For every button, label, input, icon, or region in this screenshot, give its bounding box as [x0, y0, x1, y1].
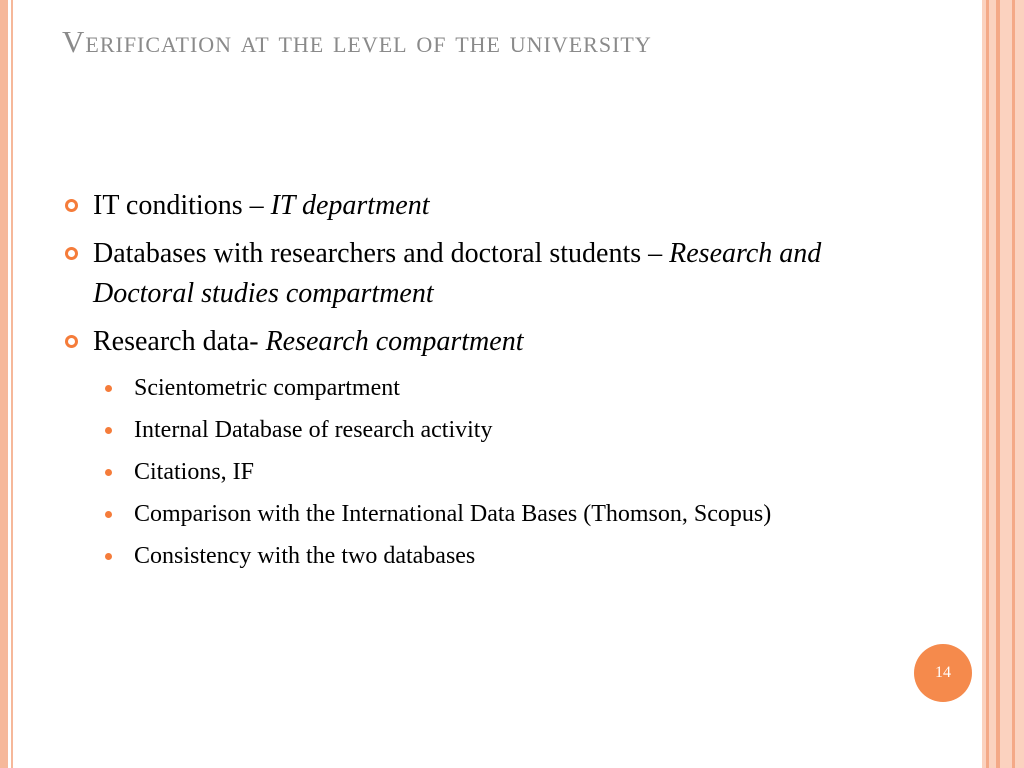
bullet-ring-icon [65, 199, 78, 212]
bullet-item [62, 322, 922, 362]
sub-bullet-item [62, 496, 922, 532]
sub-bullet-item [62, 538, 922, 574]
sub-bullet-dot-icon [105, 553, 112, 560]
bullet-text: IT conditions – [93, 190, 271, 221]
left-border-line [11, 0, 13, 768]
sub-bullet-dot-icon [105, 511, 112, 518]
sub-bullet-item [62, 454, 922, 490]
sub-bullet-text: Scientometric compartment [134, 375, 400, 401]
bullet-ring-icon [65, 335, 78, 348]
bullet-text: Databases with researchers and doctoral students – [93, 238, 670, 269]
sub-bullet-text: Consistency with the two databases [134, 543, 476, 569]
bullet-item [62, 234, 922, 314]
sub-bullet-item [62, 412, 922, 448]
sub-bullet-text: Comparison with the International Data Bases (Thomson, Scopus) [134, 501, 772, 527]
bullet-text: Research data- [93, 326, 266, 357]
bullet-italic-text: Research compartment [265, 326, 524, 357]
left-border [0, 0, 8, 768]
sub-bullet-dot-icon [105, 427, 112, 434]
right-border-stripe [1012, 0, 1015, 768]
sub-bullet-dot-icon [105, 385, 112, 392]
bullet-italic-text: IT department [270, 190, 430, 221]
bullet-italic-text: Research and Doctoral studies compartment [93, 238, 822, 309]
sub-bullet-text: Internal Database of research activity [134, 417, 493, 443]
slide-title: Verification at the level of the university [62, 24, 652, 59]
right-border-stripe [986, 0, 989, 768]
right-border-stripe [996, 0, 1000, 768]
bullet-ring-icon [65, 247, 78, 260]
sub-bullet-item [62, 370, 922, 406]
slide-number-badge: 14 [914, 644, 972, 702]
sub-bullet-dot-icon [105, 469, 112, 476]
slide-content [62, 186, 922, 580]
sub-bullet-text: Citations, IF [134, 459, 255, 485]
bullet-item [62, 186, 922, 226]
